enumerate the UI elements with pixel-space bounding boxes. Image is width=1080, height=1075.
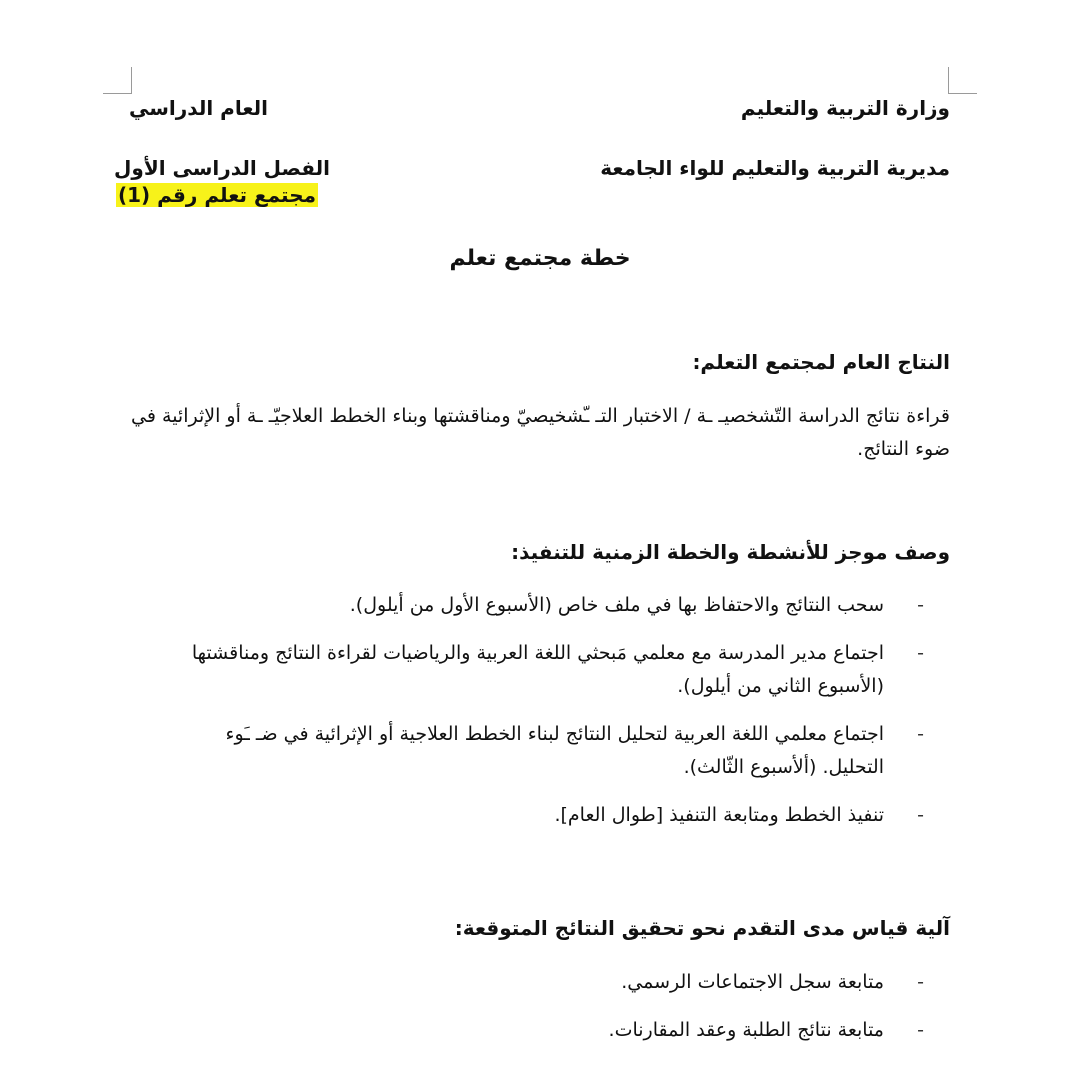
list-item (160, 589, 924, 622)
activities-heading: وصف موجز للأنشطة والخطة الزمنية للتنفيذ: (511, 540, 950, 564)
community-number-highlight: مجتمع تعلم رقم (1) (117, 183, 316, 207)
directorate-name: مديرية التربية والتعليم للواء الجامعة (600, 156, 950, 180)
general-outcome-heading: النتاج العام لمجتمع التعلم: (692, 350, 950, 374)
measurement-list (160, 966, 924, 1062)
list-item (160, 637, 924, 703)
ministry-name: وزارة التربية والتعليم (740, 96, 950, 120)
document-title: خطة مجتمع تعلم (449, 246, 631, 271)
list-item (160, 799, 924, 832)
general-outcome-text: قراءة نتائج الدراسة التّشخصيـ ـة / الاختبار التـ ـّشخيصيّ ومناقشتها وبناء الخطط العلاجيّـ ـة أو الإثرائية في ضوء النتائج. (131, 405, 950, 460)
list-item (160, 966, 924, 999)
bullet-dash: - (917, 642, 924, 664)
academic-year-label: العام الدراسي (129, 96, 268, 120)
bullet-dash: - (917, 971, 924, 993)
activities-list (160, 589, 924, 847)
bullet-dash: - (917, 594, 924, 616)
measurement-heading: آلية قياس مدى التقدم نحو تحقيق النتائج المتوقعة: (454, 916, 950, 940)
list-item (160, 718, 924, 784)
bullet-dash: - (917, 1019, 924, 1041)
list-item-text: سحب النتائج والاحتفاظ بها في ملف خاص (الأسبوع الأول من أيلول). (349, 594, 884, 616)
list-item-text: تنفيذ الخطط ومتابعة التنفيذ [طوال العام]. (554, 804, 884, 826)
crop-mark-top-right (948, 67, 977, 94)
list-item-text: متابعة سجل الاجتماعات الرسمي. (621, 971, 884, 993)
list-item (160, 1014, 924, 1047)
list-item-text: اجتماع معلمي اللغة العربية لتحليل النتائج لبناء الخطط العلاجية أو الإثرائية في ضـ ـَوء التحليل. (ألأسبوع الثّالث). (225, 723, 884, 778)
semester-label: الفصل الدراسى الأول (114, 156, 330, 180)
bullet-dash: - (917, 804, 924, 826)
crop-mark-top-left (103, 67, 132, 94)
list-item-text: اجتماع مدير المدرسة مع معلمي مَبحثي اللغة العربية والرياضيات لقراءة النتائج ومناقشتها (الأسبوع الثاني من أيلول). (191, 642, 884, 697)
bullet-dash: - (917, 723, 924, 745)
list-item-text: متابعة نتائج الطلبة وعقد المقارنات. (608, 1019, 884, 1041)
